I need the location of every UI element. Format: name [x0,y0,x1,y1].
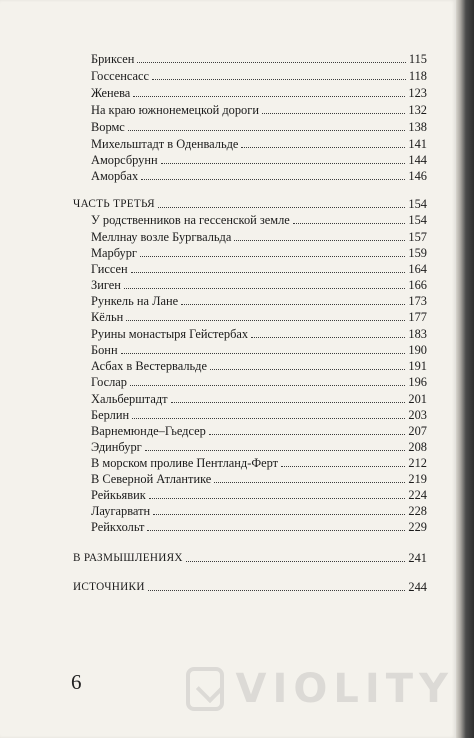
toc-entry: В морском проливе Пентланд-Ферт 212 [91,456,427,470]
toc-entry: Михельштадт в Оденвальде 141 [91,137,427,151]
toc-entry: Гиссен 164 [91,262,427,276]
toc-entry: Аморсбрунн 144 [91,153,427,167]
watermark-text: VIOLITY [235,666,454,712]
toc-entry: Кёльн 177 [91,310,427,324]
toc-section-heading: В РАЗМЫШЛЕНИЯХ 241 [73,551,427,565]
toc-entry: Госсенсасс 118 [91,69,427,83]
toc-entry: Эдинбург 208 [91,440,427,454]
toc-entry: Аморбах 146 [91,169,427,183]
watermark [186,664,454,714]
page-edge [456,0,474,738]
toc-section-heading: ИСТОЧНИКИ 244 [73,580,427,594]
toc-entry: Рейкьявик 224 [91,488,427,502]
toc-entry: Варнемюнде–Гьедсер 207 [91,424,427,438]
toc-entry: Бонн 190 [91,343,427,357]
toc-entry: Бриксен 115 [91,52,427,66]
toc-entry: Меллнау возле Бургвальда 157 [91,230,427,244]
page-number: 6 [71,670,82,694]
toc-entry: Вормс 138 [91,120,427,134]
toc-entry: В Северной Атлантике 219 [91,472,427,486]
toc-entry: Марбург 159 [91,246,427,260]
toc-entry: Асбах в Вестервальде 191 [91,359,427,373]
toc-entry: Рункель на Лане 173 [91,294,427,308]
toc-entry: Руины монастыря Гейстербах 183 [91,327,427,341]
watermark-logo-icon [186,667,224,711]
toc-entry: У родственников на гессенской земле 154 [91,213,427,227]
toc-entry: Гослар 196 [91,375,427,389]
toc-entry: Женева 123 [91,86,427,100]
toc-entry: Хальберштадт 201 [91,392,427,406]
toc-entry: Зиген 166 [91,278,427,292]
toc-entry: На краю южнонемецкой дороги 132 [91,103,427,117]
toc-entry: Рейкхольт 229 [91,520,427,534]
toc-entry: Берлин 203 [91,408,427,422]
toc-part-heading: ЧАСТЬ ТРЕТЬЯ 154 [73,197,427,211]
toc-entry: Лаугарватн 228 [91,504,427,518]
